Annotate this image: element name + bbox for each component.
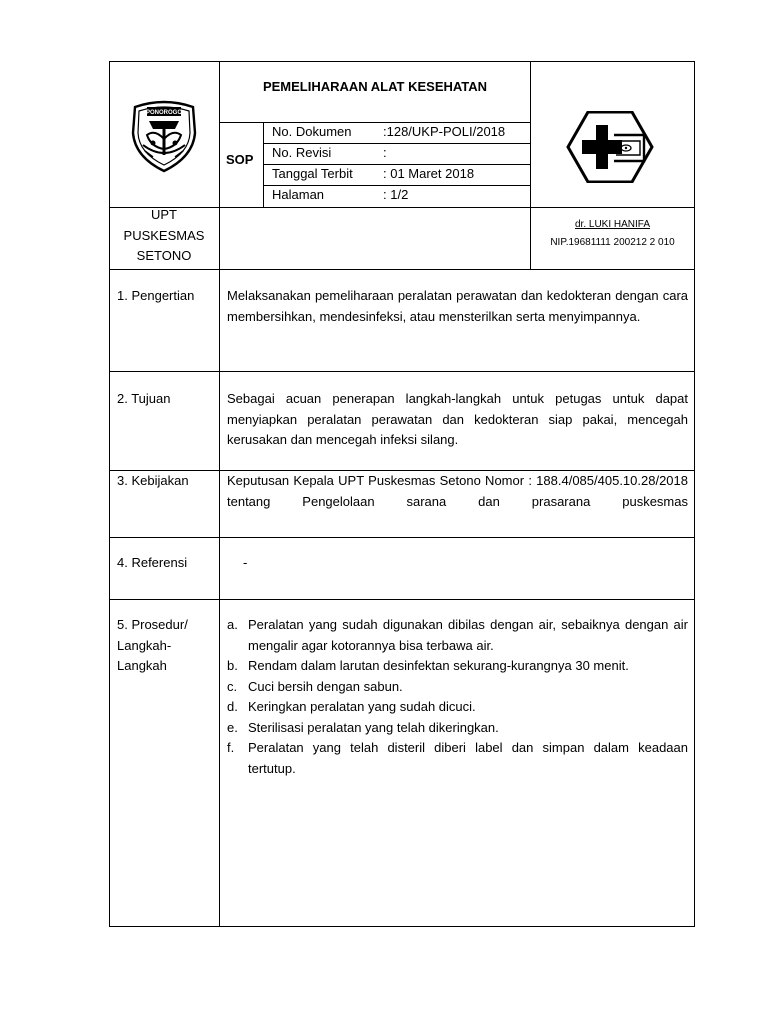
border-top (109, 61, 695, 62)
procedure-step (227, 677, 688, 698)
meta-key-revision: No. Revisi (272, 145, 332, 160)
meta-value-revision: : (383, 145, 387, 160)
institution-name (109, 205, 219, 267)
step-marker: f. (227, 740, 235, 755)
section-label-procedure (117, 615, 188, 677)
section-label-reference: 4. Referensi (117, 555, 188, 570)
column-divider (219, 61, 220, 927)
seal-text: PONOROGO (145, 110, 183, 116)
procedure-step (227, 718, 688, 739)
procedure-label-line-3: Langkah (117, 658, 167, 673)
step-marker: b. (227, 658, 238, 673)
section-content-purpose: Sebagai acuan penerapan langkah-langkah untuk petugas untuk dapat menyiapkan peralatan perawatan dan kedokteran siap pakai, mencegah kerusakan dan mencegah infeksi silang. (227, 391, 688, 447)
border-left (109, 61, 110, 927)
meta-value-document-number: :128/UKP-POLI/2018 (383, 124, 506, 139)
procedure-step (227, 615, 688, 656)
puskesmas-logo (566, 111, 654, 183)
step-text: Peralatan yang sudah digunakan dibilas dengan air, sebaiknya dengan air mengalir agar kotorannya bisa terbawa air. (248, 617, 688, 653)
section-content-policy: Keputusan Kepala UPT Puskesmas Setono Nomor : 188.4/085/405.10.28/2018 tentang Pengelolaan sarana dan prasarana puskesmas (227, 473, 688, 509)
sop-label: SOP (226, 152, 254, 167)
procedure-step (227, 656, 688, 677)
step-marker: a. (227, 617, 238, 632)
document-title: PEMELIHARAAN ALAT KESEHATAN (262, 79, 488, 94)
institution-line-2: PUSKESMAS (123, 227, 205, 243)
step-marker: d. (227, 699, 238, 714)
step-text: Sterilisasi peralatan yang telah dikeringkan. (248, 719, 499, 735)
procedure-label-line-2: Langkah- (117, 637, 172, 653)
section-label-policy: 3. Kebijakan (117, 473, 189, 488)
meta-value-issue-date: : 01 Maret 2018 (383, 166, 475, 181)
procedure-step (227, 738, 688, 779)
sop-document (109, 61, 695, 927)
step-marker: c. (227, 678, 238, 694)
section-line-1 (109, 269, 695, 270)
meta-value-page: : 1/2 (383, 187, 409, 202)
institution-line-1: UPT (151, 207, 177, 222)
border-bottom (109, 926, 695, 927)
ponorogo-seal-logo (123, 99, 205, 173)
step-text: Cuci bersih dengan sabun. (248, 678, 403, 694)
meta-key-document-number: No. Dokumen (272, 124, 352, 139)
step-text: Peralatan yang telah disteril diberi label dan simpan dalam keadaan tertutup. (248, 740, 688, 776)
procedure-steps-list (227, 615, 688, 779)
institution-line-3: SETONO (136, 248, 192, 263)
signatory-nip: NIP.19681111 200212 2 010 (550, 237, 675, 248)
procedure-label-line-1: 5. Prosedur/ (117, 617, 188, 632)
signatory-name: dr. LUKI HANIFA (574, 219, 651, 230)
step-text: Rendam dalam larutan desinfektan sekurang-kurangnya 30 menit. (248, 658, 629, 673)
section-label-purpose: 2. Tujuan (117, 391, 171, 406)
section-line-5 (109, 599, 695, 600)
border-right (694, 61, 695, 927)
meta-key-page: Halaman (272, 187, 325, 202)
section-line-2 (109, 371, 695, 372)
meta-key-issue-date: Tanggal Terbit (272, 166, 353, 181)
section-line-4 (109, 537, 695, 538)
section-content-reference: - (243, 555, 248, 570)
section-content-definition: Melaksanakan pemeliharaan peralatan perawatan dan kedokteran dengan cara membersihkan, mendesinfeksi, atau mensterilkan serta menyimpannya. (227, 288, 688, 324)
section-label-definition: 1. Pengertian (117, 288, 195, 303)
step-text: Keringkan peralatan yang sudah dicuci. (248, 699, 476, 714)
procedure-step (227, 697, 688, 718)
step-marker: e. (227, 719, 238, 735)
